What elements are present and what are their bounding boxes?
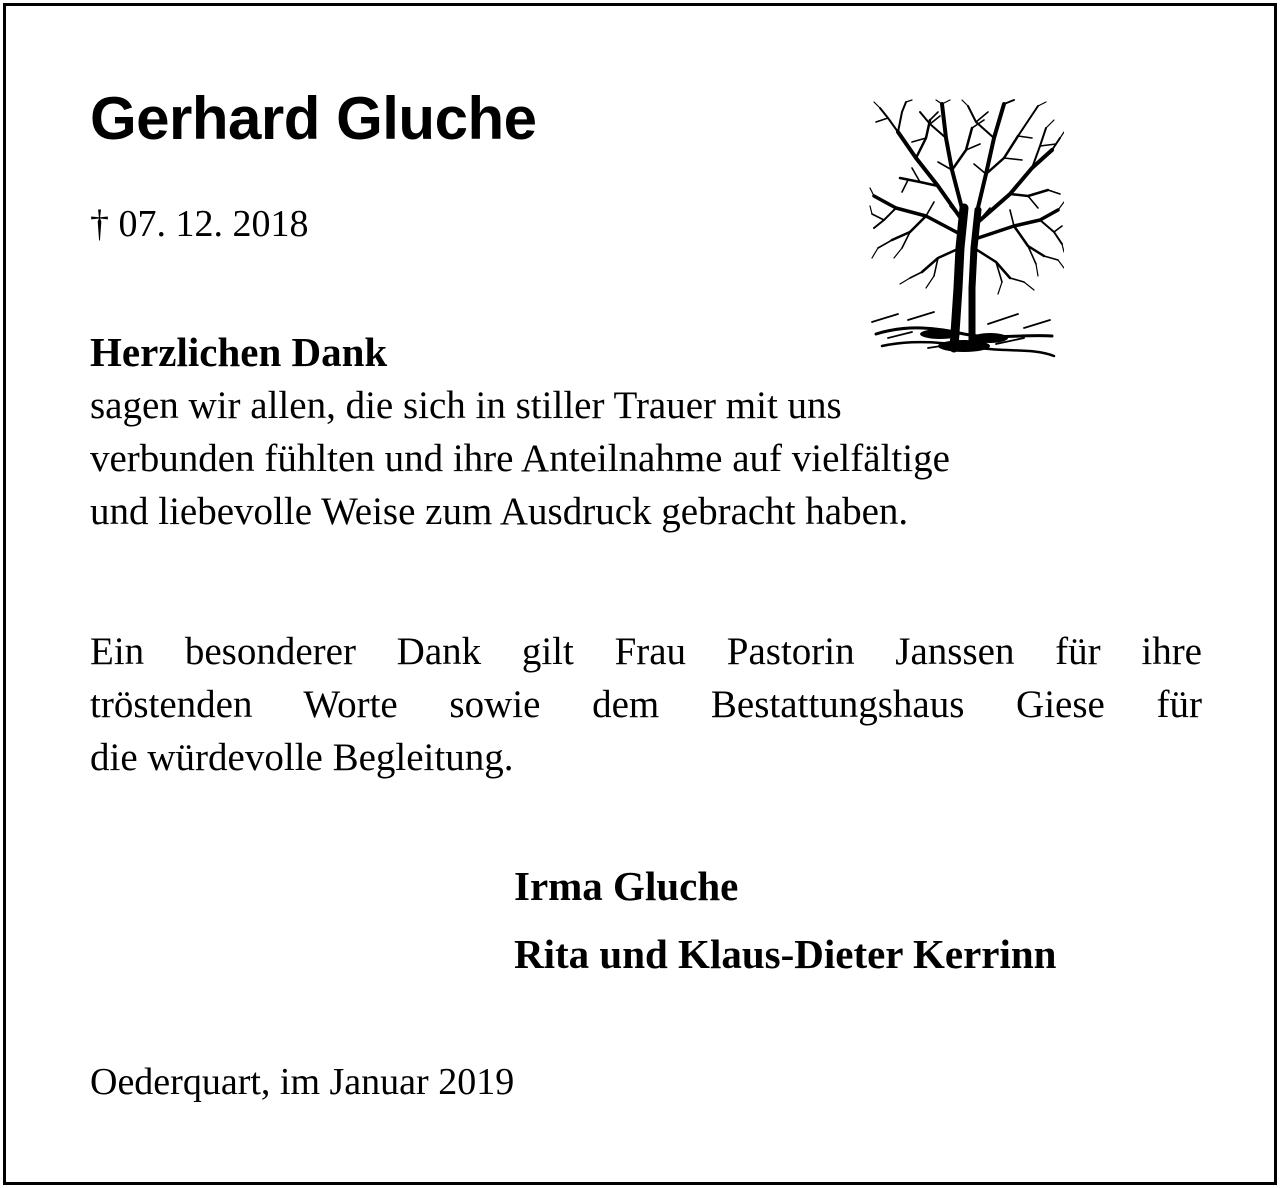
- thanks-heading: Herzlichen Dank: [90, 329, 388, 375]
- place-date: Oederquart, im Januar 2019: [90, 1061, 515, 1103]
- signatory-name: Rita und Klaus-Dieter Kerrinn: [514, 931, 1057, 977]
- special-thanks-paragraph: [90, 625, 1202, 784]
- signatory-name: Irma Gluche: [514, 863, 739, 909]
- paragraph-line: und liebevolle Weise zum Ausdruck gebracht haben.: [90, 490, 909, 533]
- paragraph-line: tröstenden Worte sowie dem Bestattungshaus Giese für: [90, 683, 1202, 726]
- paragraph-line: die würdevolle Begleitung.: [90, 736, 514, 779]
- thanks-paragraph: [90, 379, 950, 538]
- deceased-name: Gerhard Gluche: [90, 85, 537, 152]
- tree-icon: [868, 98, 1064, 360]
- notice-frame: [3, 3, 1277, 1185]
- paragraph-line: verbunden fühlten und ihre Anteilnahme auf vielfältige: [90, 437, 950, 480]
- paragraph-line: sagen wir allen, die sich in stiller Trauer mit uns: [90, 384, 842, 427]
- death-date: † 07. 12. 2018: [90, 203, 309, 245]
- paragraph-line: Ein besonderer Dank gilt Frau Pastorin Janssen für ihre: [90, 630, 1202, 673]
